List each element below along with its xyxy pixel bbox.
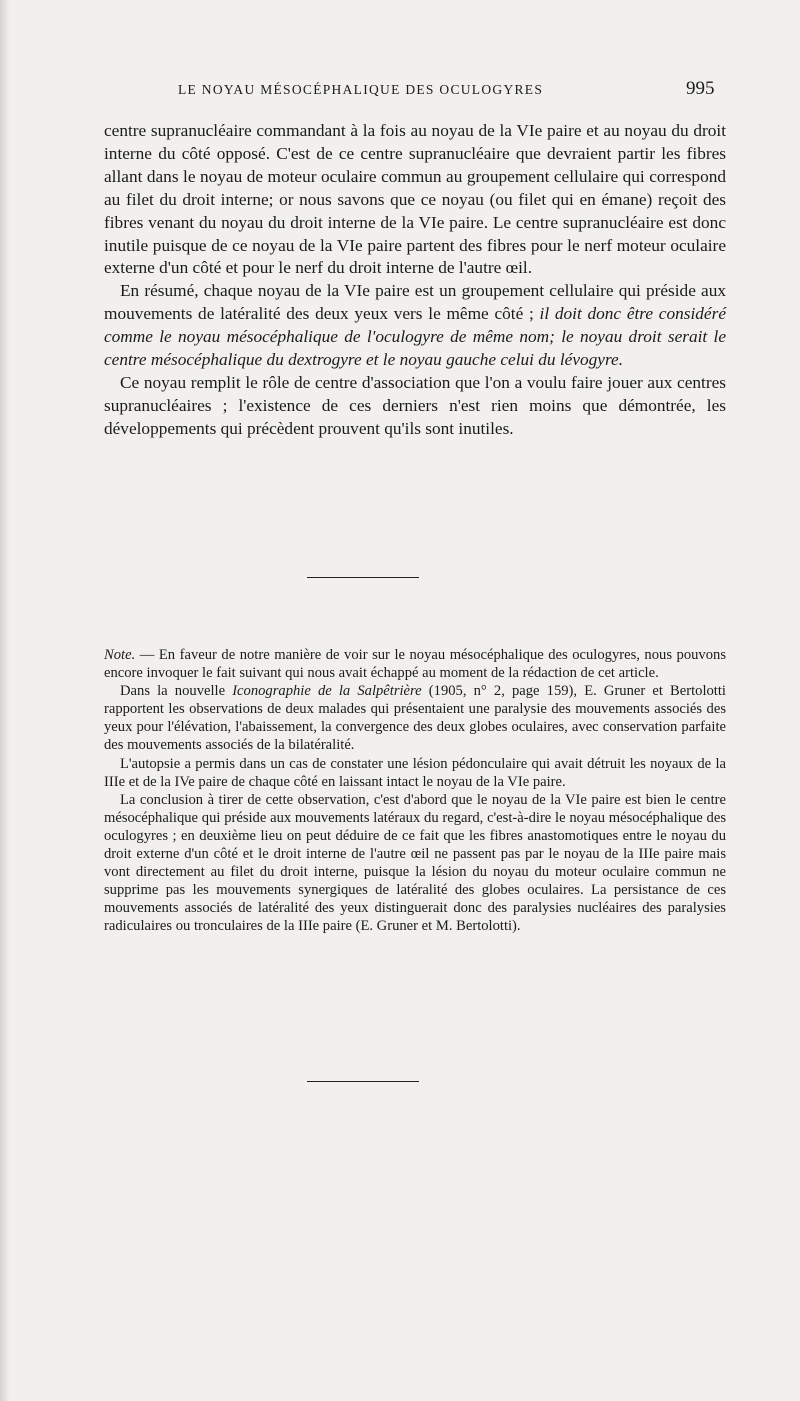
note-paragraph-iconographie: [104, 682, 726, 754]
page-number: 995: [686, 78, 715, 99]
running-title: LE NOYAU MÉSOCÉPHALIQUE DES OCULOGYRES: [178, 82, 544, 97]
section-divider: [307, 577, 419, 578]
note-paragraph-autopsy: L'autopsie a permis dans un cas de constater une lésion pédonculaire qui avait détruit les noyaux de la IIIe et de la IVe paire de chaque côté en laissant intact le noyau de la VIe paire.: [104, 755, 726, 790]
note-paragraph-conclusion: La conclusion à tirer de cette observation, c'est d'abord que le noyau de la VIe paire est bien le centre mésocéphalique qui préside aux mouvements latéraux du regard, c'est-à-dire le noyau mésocéphalique des oculogyres ; en deuxième lieu on peut déduire de ce fait que les fibres anastomotiques entre le noyau du droit externe d'un côté et le droit interne de l'autre œil ne passent pas par le noyau de la IIIe paire mais vont directement au filet du droit interne, puisque la lésion du noyau du moteur oculaire commun ne supprime pas les mouvements synergiques de latéralité des globes oculaires. La persistance de ces mouvements associés de latéralité des yeux distinguerait donc des paralysies nucléaires des paralysies radiculaires ou tronculaires de la IIIe paire (E. Gruner et M. Bertolotti).: [104, 791, 726, 935]
note-text-a: Dans la nouvelle: [120, 683, 233, 700]
summary-text: En résumé, chaque noyau de la VIe paire est un groupement cellulaire qui préside aux mouvements de latéralité des deux yeux vers le même côté ;: [104, 281, 726, 324]
end-divider: [307, 1081, 419, 1082]
paragraph-association: Ce noyau remplit le rôle de centre d'association que l'on a voulu faire jouer aux centres supranucléaires ; l'existence de ces derniers n'est rien moins que démontrée, les développements qui précèdent prouvent qu'ils sont inutiles.: [104, 372, 726, 438]
paragraph-summary: [104, 280, 726, 372]
running-head: [0, 80, 800, 104]
paragraph-continuation: centre supranucléaire commandant à la fois au noyau de la VIe paire et au noyau du droit interne du côté opposé. C'est de ce centre supranucléaire que devraient partir les fibres allant dans le noyau de moteur oculaire commun au groupement cellulaire qui correspond au filet du droit interne; or nous savons que ce noyau (ou filet qui en émane) reçoit des fibres venant du noyau du droit interne de la VIe paire. Le centre supranucléaire est donc inutile puisque de ce noyau de la VIe paire partent des fibres pour le nerf moteur oculaire externe d'un côté et pour le nerf du droit interne de l'autre œil.: [104, 121, 726, 278]
note-paragraph-intro: [104, 646, 726, 682]
note-text-b: (1905, n° 2, page 159), E. Gruner et Bertolotti rapportent les observations de deux malades qui présentaient une paralysie des mouvements associés des yeux pour l'élévation, l'abaissement, la convergence des deux globes oculaires, avec conservation parfaite des mouvements associés de la bilatéralité.: [104, 683, 726, 754]
journal-title: Iconographie de la Salpêtrière: [232, 683, 422, 700]
summary-italic-text: il doit donc être considéré comme le noyau mésocéphalique de l'oculogyre de même nom; le noyau droit serait le centre mésocéphalique du dextrogyre et le noyau gauche celui du lévogyre.: [104, 304, 726, 370]
page-edge-shadow: [0, 0, 10, 1401]
note-intro-text: — En faveur de notre manière de voir sur le noyau mésocéphalique des oculogyres, nous pouvons encore invoquer le fait suivant qui nous avait échappé au moment de la rédaction de cet article.: [104, 647, 726, 682]
note-section: [104, 646, 726, 936]
main-text: [104, 120, 726, 441]
note-label: Note.: [104, 647, 136, 663]
